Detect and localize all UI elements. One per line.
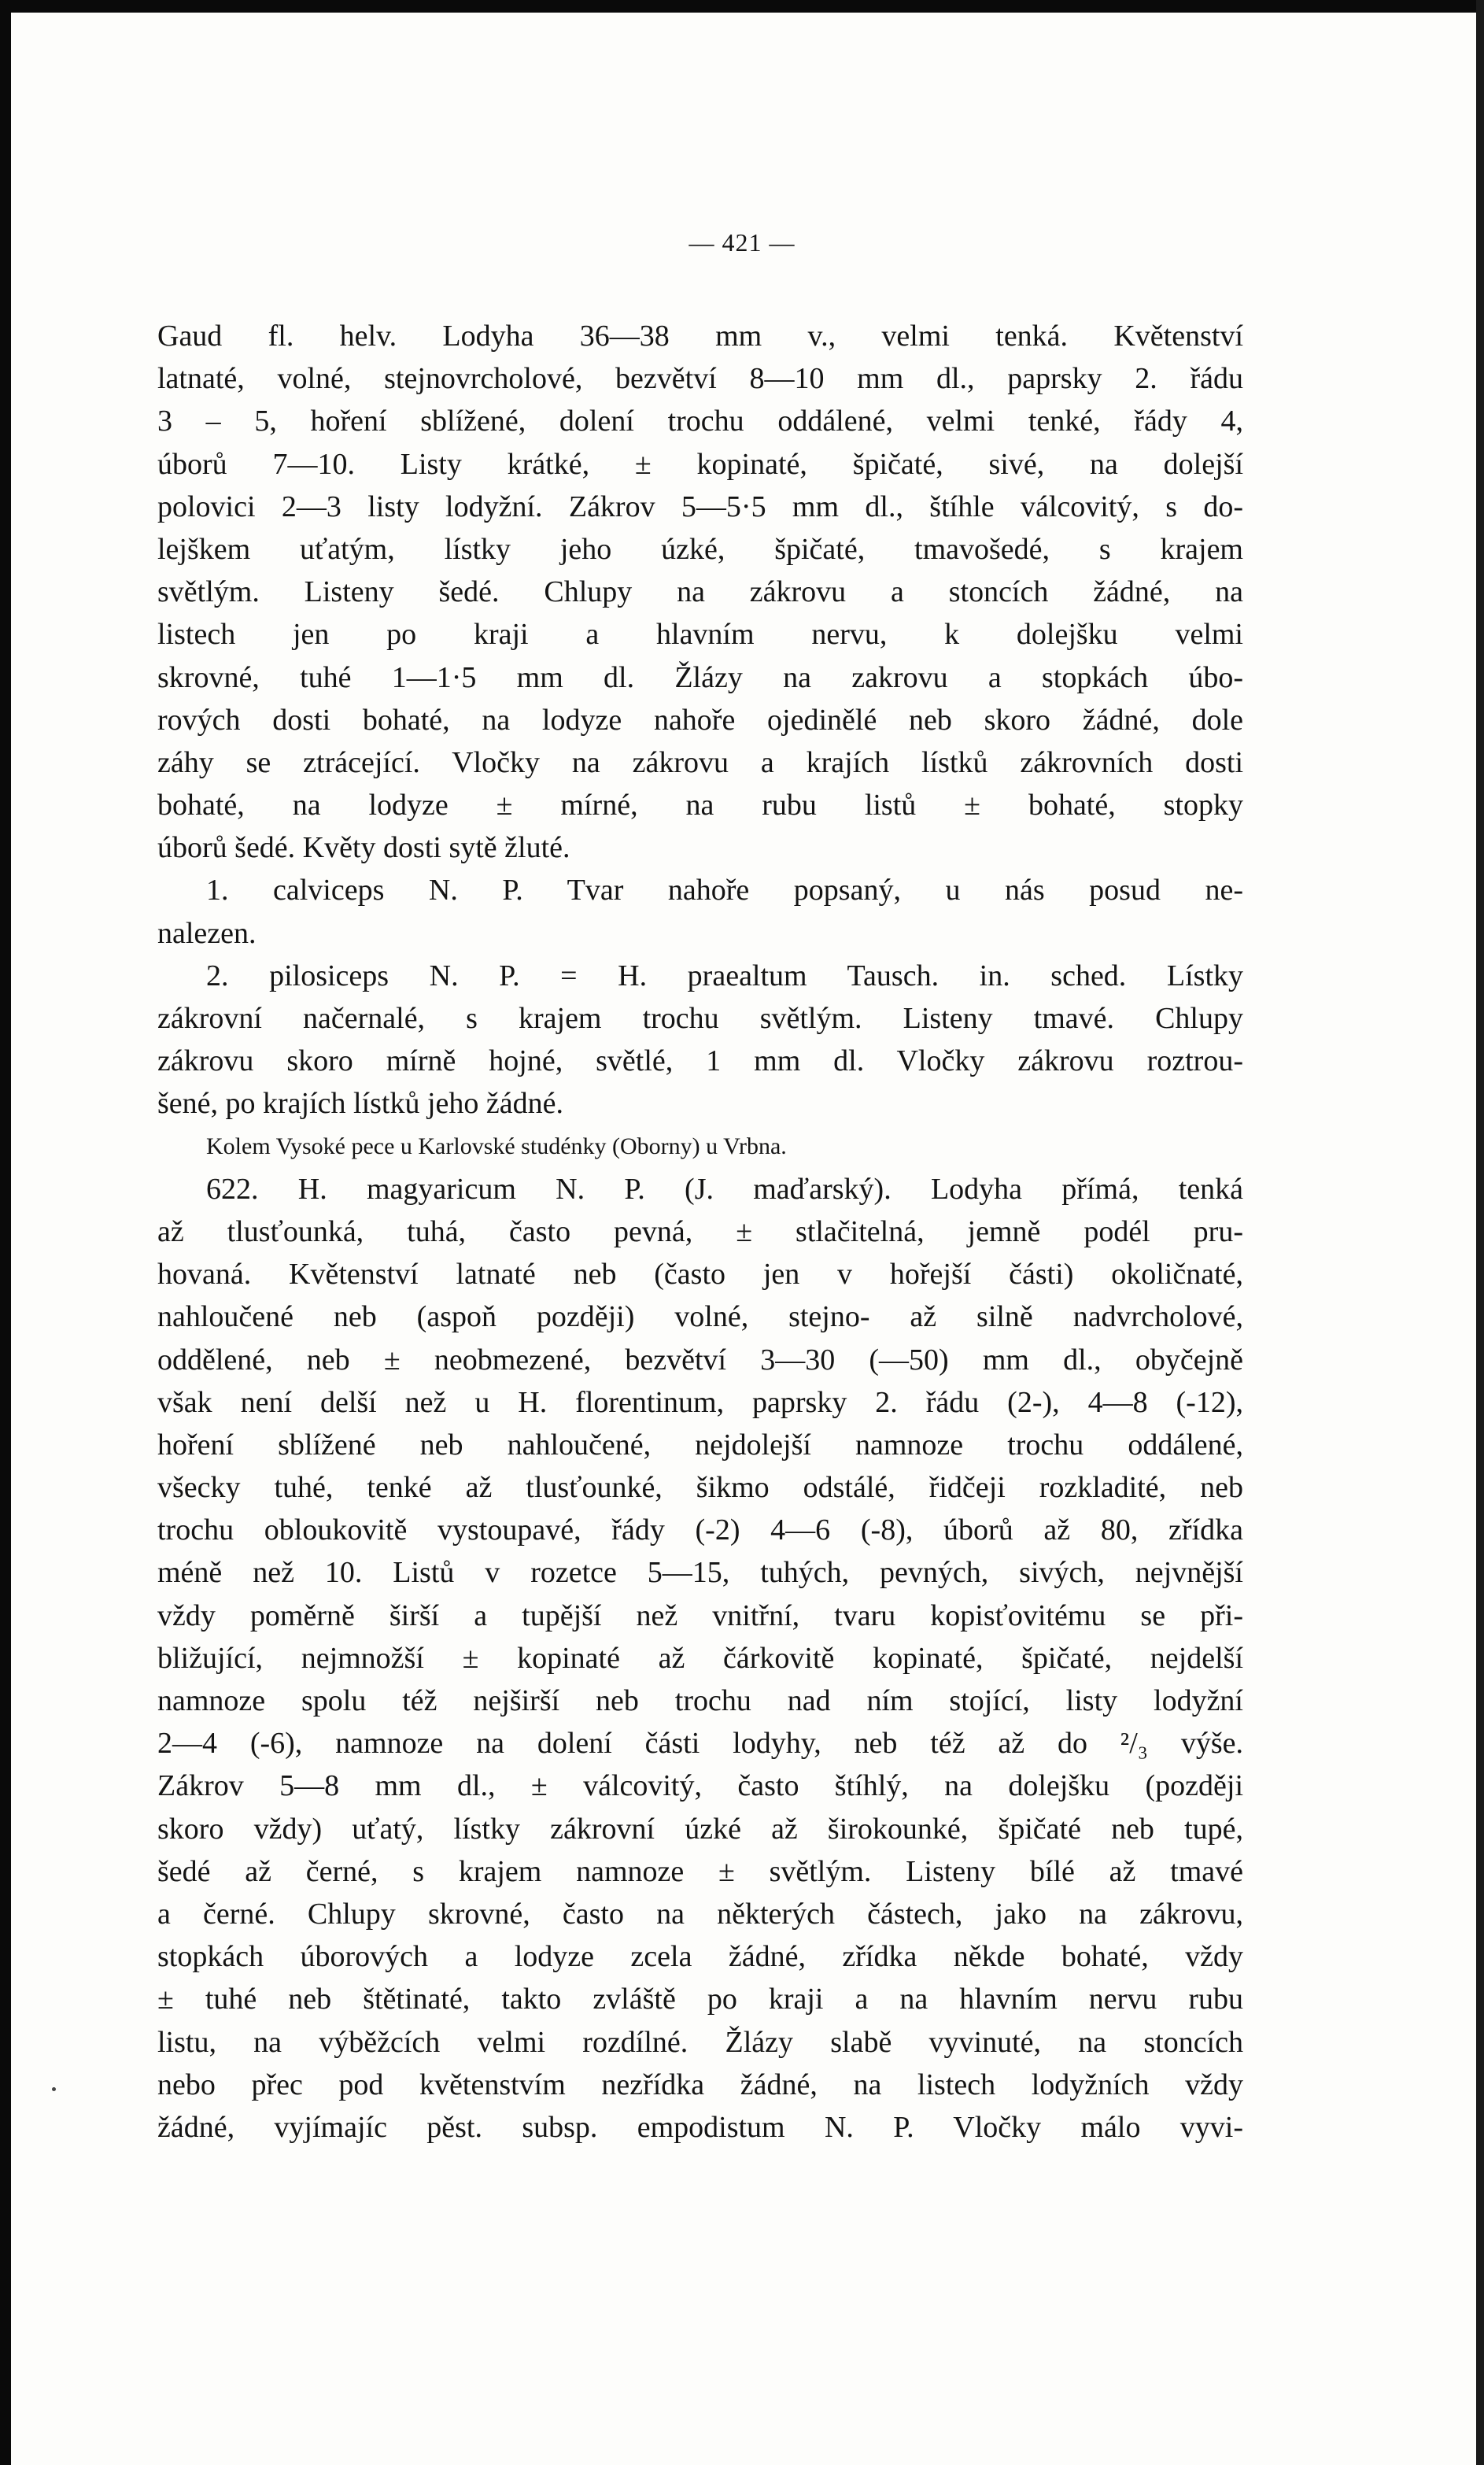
text-line: 2—4 (-6), namnoze na dolení části lodyhy, neb též až do ²/₃ výše.	[157, 1727, 1243, 1761]
text-line: až tlusťounká, tuhá, často pevná, ± stlačitelná, jemně podél pru-	[157, 1214, 1243, 1248]
text-line: 3 – 5, hoření sblížené, dolení trochu oddálené, velmi tenké, řády 4,	[157, 405, 1243, 438]
text-line: všecky tuhé, tenké až tlusťounké, šikmo odstálé, řidčeji rozkladité, neb	[157, 1471, 1243, 1505]
text-line: Gaud fl. helv. Lodyha 36—38 mm v., velmi tenká. Květenství	[157, 320, 1243, 353]
scan-speck	[52, 2087, 56, 2091]
text-line: zákrovní načernalé, s krajem trochu světlým. Listeny tmavé. Chlupy	[157, 1002, 1243, 1035]
locality-note: Kolem Vysoké pece u Karlovské studénky (Oborny) u Vrbna.	[206, 1133, 787, 1159]
variety-pilosiceps: 2. pilosiceps N. P. = H. praealtum Tausch. in. sched. Lístky	[206, 959, 1243, 992]
text-line: zákrovu skoro mírně hojné, světlé, 1 mm dl. Vločky zákrovu roztrou-	[157, 1044, 1243, 1078]
text-line: trochu obloukovitě vystoupavé, řády (-2) 4—6 (-8), úborů až 80, zřídka	[157, 1513, 1243, 1547]
text-line: stopkách úborových a lodyze zcela žádné, zřídka někde bohaté, vždy	[157, 1940, 1243, 1974]
scan-border-top	[0, 0, 1484, 13]
text-line: latnaté, volné, stejnovrcholové, bezvětví 8—10 mm dl., paprsky 2. řádu	[157, 362, 1243, 396]
text-line: šené, po krajích lístků jeho žádné.	[157, 1087, 564, 1121]
species-heading-magyaricum: 622. H. magyaricum N. P. (J. maďarský). Lodyha přímá, tenká	[206, 1172, 1243, 1206]
scan-border-left	[0, 0, 11, 2465]
text-line: úborů šedé. Květy dosti sytě žluté.	[157, 831, 570, 865]
text-line: oddělené, neb ± neobmezené, bezvětví 3—30 (—50) mm dl., obyčejně	[157, 1343, 1243, 1377]
text-line: listu, na výběžcích velmi rozdílné. Žlázy slabě vyvinuté, na stoncích	[157, 2025, 1243, 2059]
text-line: bližující, nejmnožší ± kopinaté až čárkovitě kopinaté, špičaté, nejdelší	[157, 1641, 1243, 1675]
text-line: nebo přec pod květenstvím nezřídka žádné, na listech lodyžních vždy	[157, 2068, 1243, 2101]
text-line: rových dosti bohaté, na lodyze nahoře ojedinělé neb skoro žádné, dole	[157, 703, 1243, 737]
text-line: světlým. Listeny šedé. Chlupy na zákrovu a stoncích žádné, na	[157, 575, 1243, 609]
text-line: úborů 7—10. Listy krátké, ± kopinaté, špičaté, sivé, na dolejší	[157, 447, 1243, 481]
text-line: nahloučené neb (aspoň později) volné, stejno- až silně nadvrcholové,	[157, 1300, 1243, 1334]
text-line: nalezen.	[157, 916, 257, 950]
scan-border-right	[1476, 0, 1484, 2465]
text-line: hovaná. Květenství latnaté neb (často jen v hořejší části) okoličnaté,	[157, 1258, 1243, 1292]
text-line: záhy se ztrácející. Vločky na zákrovu a krajích lístků zákrovních dosti	[157, 745, 1243, 779]
text-line: skrovné, tuhé 1—1·5 mm dl. Žlázy na zakrovu a stopkách úbo-	[157, 660, 1243, 694]
text-line: ± tuhé neb štětinaté, takto zvláště po kraji a na hlavním nervu rubu	[157, 1983, 1243, 2016]
text-line: namnoze spolu též nejširší neb trochu nad ním stojící, listy lodyžní	[157, 1684, 1243, 1717]
text-line: lejškem uťatým, lístky jeho úzké, špičaté, tmavošedé, s krajem	[157, 532, 1243, 566]
text-line: méně než 10. Listů v rozetce 5—15, tuhých, pevných, sivých, nejvnější	[157, 1556, 1243, 1590]
text-line: Zákrov 5—8 mm dl., ± válcovitý, často štíhlý, na dolejšku (později	[157, 1769, 1243, 1803]
text-line: listech jen po kraji a hlavním nervu, k dolejšku velmi	[157, 618, 1243, 652]
text-line: žádné, vyjímajíc pěst. subsp. empodistum N. P. Vločky málo vyvi-	[157, 2110, 1243, 2144]
variety-calviceps: 1. calviceps N. P. Tvar nahoře popsaný, u nás posud ne-	[206, 874, 1243, 907]
text-line: a černé. Chlupy skrovné, často na některých částech, jako na zákrovu,	[157, 1897, 1243, 1931]
text-line: skoro vždy) uťatý, lístky zákrovní úzké až širokounké, špičaté neb tupé,	[157, 1812, 1243, 1846]
text-line: polovici 2—3 listy lodyžní. Zákrov 5—5·5 mm dl., štíhle válcovitý, s do-	[157, 490, 1243, 523]
page-number: — 421 —	[688, 228, 796, 257]
text-line: vždy poměrně širší a tupější než vnitřní, tvaru kopisťovitému se při-	[157, 1598, 1243, 1632]
body-text	[157, 315, 1243, 2149]
text-line: bohaté, na lodyze ± mírné, na rubu listů ± bohaté, stopky	[157, 789, 1243, 822]
text-line: však není delší než u H. florentinum, paprsky 2. řádu (2-), 4—8 (-12),	[157, 1385, 1243, 1419]
text-line: hoření sblížené neb nahloučené, nejdolejší namnoze trochu oddálené,	[157, 1428, 1243, 1462]
text-line: šedé až černé, s krajem namnoze ± světlým. Listeny bílé až tmavé	[157, 1854, 1243, 1888]
